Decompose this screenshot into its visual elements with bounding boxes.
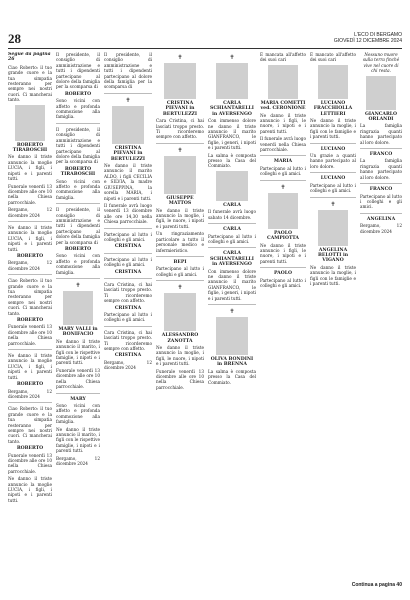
page-number: 28 xyxy=(8,31,21,46)
portrait-photo xyxy=(318,65,348,99)
text: Bergamo, 12 dicembre 2024 xyxy=(8,207,52,218)
deceased-name: PAOLO CAMPIOTTA xyxy=(267,230,299,242)
deceased-name: CRISTINA xyxy=(114,305,142,311)
text: Il presidente, il consiglio di amministrazione e tutti i dipendenti partecipano al dolore della famiglia per la scomparsa di xyxy=(56,207,100,245)
text: Con immenso dolore ne danno il triste annuncio il marito GIANFRANCO, le figlie, i generi, i nipoti e i parenti tutti. xyxy=(208,268,256,301)
text: Ne danno il triste annuncio il marito, i figli con le rispettive famiglie, i nipoti e i parenti tutti. xyxy=(56,426,100,454)
text: Partecipano al lutto i colleghi e gli amici. xyxy=(260,165,306,177)
header-rule xyxy=(8,48,402,49)
deceased-name: CARLA xyxy=(223,227,241,233)
text: Il presidente, il consiglio di amministrazione e tutti i dipendenti partecipano al dolore della famiglia per la scomparsa di xyxy=(56,126,100,165)
text: La salma è composta presso la Casa del Commiato. xyxy=(208,152,256,169)
text: La famiglia ringrazia quanti hanno partecipato al loro dolore. xyxy=(360,123,402,145)
text: Funerale venerdì 13 dicembre alle ore 10 nella Chiesa parrocchiale. xyxy=(8,452,52,474)
deceased-name: PAOLO xyxy=(274,271,292,277)
text: Ciao Roberto: il tuo grande cuore e la tua simpatia resteranno per sempre nei nostri cuori. Ci mancherai tanto. xyxy=(8,278,52,316)
text: Partecipano al lutto i colleghi e gli amici. xyxy=(360,193,402,210)
deceased-name: FRANCO xyxy=(369,152,393,158)
text: Funerale venerdì 13 dicembre alle ore 10 nella Chiesa parrocchiale. xyxy=(8,183,52,205)
deceased-name: ROBERTO TIRABOSCHI xyxy=(60,166,96,178)
deceased-name: CRISTINA xyxy=(114,269,142,275)
text: Il presidente, il consiglio di amministrazione e tutti i dipendenti partecipano al dolore della famiglia per la scomparsa di xyxy=(56,52,100,90)
portrait-photo xyxy=(63,291,93,325)
deceased-name: ALESSANDRO ZANOTTA xyxy=(161,333,199,344)
deceased-name: ANGELINA BELOTTI in VIGANO xyxy=(317,247,349,264)
deceased-name: ANGELINA xyxy=(366,216,396,222)
deceased-name: CARLA SCHIANTARELLI in AVERSENGO xyxy=(210,101,254,117)
deceased-name: LUCIANO xyxy=(320,176,346,182)
text: Cara Cristina, ci hai lasciati troppo presto. Ti ricorderemo sempre con affetto. xyxy=(156,118,204,140)
portrait-photo xyxy=(164,63,196,99)
text: Cara Cristina, ci hai lasciati troppo presto. Ti ricorderemo sempre con affetto. xyxy=(104,281,152,304)
text: Funerale venerdì 13 dicembre alle ore 10 nella Chiesa parrocchiale. xyxy=(156,368,204,390)
text: Il funerale avrà luogo venerdì nella Chiesa parrocchiale. xyxy=(260,136,306,153)
cross-icon: ✝ xyxy=(229,54,235,61)
deceased-name: CRISTINA xyxy=(114,244,142,250)
deceased-name: CRISTINA PIEVANI in BERTULEZZI xyxy=(162,101,198,117)
portrait-photo xyxy=(164,293,196,331)
text: Ne danno il triste annuncio i figli, le nuore, i nipoti e i parenti tutti. xyxy=(260,242,306,264)
deceased-name: GIUSEPPE MATTOS xyxy=(166,195,194,207)
deceased-name: GIANCARLO ORLANDI xyxy=(364,111,398,123)
column-8 xyxy=(360,52,402,572)
portrait-photo xyxy=(164,156,196,194)
text: È mancato all'affetto dei suoi cari xyxy=(310,52,356,63)
cross-icon: ✝ xyxy=(330,200,336,208)
cross-icon: ✝ xyxy=(75,282,81,290)
text: Bergamo, 12 dicembre 2024 xyxy=(360,223,402,234)
text: Ne danno il triste annuncio il marito ALDO, i figli CECILIA e SILVIA, la madre GIUSEPPINA, la sorella MARIA, i nipoti e i parenti tutti. xyxy=(104,163,152,201)
text: Ne danno il triste annuncio la moglie, i figli, le nuore, i nipoti e i parenti tutti. xyxy=(156,344,204,367)
text: La salma è composta presso la Casa del Commiato. xyxy=(208,368,256,385)
portrait-photo xyxy=(112,106,144,144)
portrait-photo xyxy=(216,171,248,201)
text: Partecipano al lutto i colleghi e gli amici. xyxy=(104,256,152,268)
text: Il funerale avrà luogo sabato 14 dicembre. xyxy=(208,209,256,220)
deceased-name: ROBERTO xyxy=(64,247,92,252)
portrait-photo xyxy=(268,193,298,229)
deceased-name: CRISTINA PIEVANI in BERTULEZZI xyxy=(110,145,146,162)
issue-date: GIOVEDÌ 12 DICEMBRE 2024 xyxy=(333,38,402,44)
text: Ne danno il triste annuncio la moglie, i figli, le nuore, i nipoti e i parenti tutti. xyxy=(156,207,204,229)
deceased-name: OLIVA BONDINI in BRENNA xyxy=(210,356,254,368)
portrait-photo xyxy=(268,65,298,99)
column-7 xyxy=(310,52,356,572)
text: Cara Cristina, ci hai lasciati troppo presto. Ti ricorderemo sempre con affetto. xyxy=(104,329,152,352)
text: Ne danno il triste annuncio la moglie, i figli con le famiglie e i parenti tutti. xyxy=(310,118,356,140)
cross-icon: ✝ xyxy=(177,54,183,61)
portrait-photo xyxy=(15,105,45,141)
text: Partecipano al lutto i colleghi e gli amici. xyxy=(156,266,204,277)
deceased-name: ROBERTO TIRABOSCHI xyxy=(12,142,48,154)
text: Ne danno il triste annuncio la moglie LUCIA, i figli, i nipoti e i parenti tutti. xyxy=(8,224,52,252)
deceased-name: CARLA xyxy=(223,202,241,208)
deceased-name: MARIA xyxy=(273,159,293,165)
text: Sono vicini con affetto e profonda commozione alla famiglia. xyxy=(56,178,100,200)
deceased-name: BEPI xyxy=(173,259,187,265)
portrait-photo xyxy=(216,317,248,355)
header-masthead xyxy=(334,32,402,44)
text: Sono vicini con affetto e profonda commozione alla famiglia. xyxy=(56,98,100,120)
page-header xyxy=(8,32,402,48)
text: Sono vicini con affetto e profonda commozione alla famiglia. xyxy=(56,402,100,425)
column-4 xyxy=(156,52,204,572)
newspaper-name: L'ECO DI BERGAMO xyxy=(354,32,402,38)
text: Ciao Roberto: il tuo grande cuore e la tua simpatia resteranno per sempre nei nostri cuori. Ci mancherai tanto. xyxy=(8,64,52,103)
text: Partecipano al lutto i colleghi e gli amici. xyxy=(208,233,256,244)
deceased-name: ROBERTO xyxy=(16,446,44,452)
text: Un ringraziamento particolare a tutto il personale medico e infermieristico. xyxy=(156,231,204,253)
deceased-name: MARY VALLI in BONIFACIO xyxy=(58,327,98,338)
text: Ciao Roberto: il tuo grande cuore e la tua simpatia resteranno per sempre nei nostri cuori. Ci mancherai tanto. xyxy=(8,406,52,444)
text: Partecipano al lutto i colleghi e gli amici. xyxy=(260,277,306,288)
cross-icon: ✝ xyxy=(280,183,286,191)
portrait-photo xyxy=(366,76,396,110)
text: Funerale venerdì 13 dicembre alle ore 10 nella Chiesa parrocchiale. xyxy=(56,367,100,390)
cross-icon: ✝ xyxy=(125,96,131,104)
deceased-name: LUCIANO xyxy=(320,146,346,152)
text: Il funerale avrà luogo venerdì 13 dicembre alle ore 14,30 nella Chiesa parrocchiale. xyxy=(104,202,152,225)
cross-icon: ✝ xyxy=(177,146,183,154)
text: Partecipano al lutto i colleghi e gli amici. xyxy=(104,231,152,242)
text: Con immenso dolore ne danno il triste annuncio il marito GIANFRANCO, le figlie, i generi, i nipoti e i parenti tutti. xyxy=(208,118,256,151)
text: Ne danno il triste annuncio la moglie, i figli con le famiglie e i parenti tutti. xyxy=(310,264,356,286)
deceased-name: MARY xyxy=(70,396,86,402)
text: Funerale venerdì 13 dicembre alle ore 10 nella Chiesa parrocchiale. xyxy=(8,324,52,346)
continued-from: Segue da pagina 26 xyxy=(8,52,51,63)
cross-icon: ✝ xyxy=(229,307,235,315)
text: Ne danno il triste annuncio la moglie LUCIA, i figli, i nipoti e i parenti tutti. xyxy=(8,353,52,380)
deceased-name: ROBERTO xyxy=(16,318,44,324)
deceased-name: MARIA COMETTI ved. CERONIONE xyxy=(260,100,306,112)
text: Partecipano al lutto i colleghi e gli amici. xyxy=(310,182,356,194)
deceased-name: LUCIANO FRACCHIOLLA LETTIERI xyxy=(313,100,353,117)
text: Ne danno il triste annuncio la moglie LUCIA, i figli, i nipoti e i parenti tutti. xyxy=(8,476,52,503)
column-6 xyxy=(260,52,306,572)
deceased-name: ROBERTO xyxy=(16,382,44,388)
text: Ne danno il triste annuncio il marito, i figli con le rispettive famiglie, i nipoti e i parenti tutti. xyxy=(56,338,100,366)
text: Il presidente, il consiglio di amministrazione e tutti i dipendenti partecipano al dolore della famiglia per la scomparsa di xyxy=(104,52,152,90)
deceased-name: CRISTINA xyxy=(114,353,142,359)
text: Bergamo, 12 dicembre 2024 xyxy=(56,455,100,466)
column-3 xyxy=(104,52,152,572)
text: Nessuno muore sulla terra finché vive nel cuore di chi resta. xyxy=(362,52,400,74)
portrait-photo xyxy=(216,63,248,99)
text: È mancata all'affetto dei suoi cari xyxy=(260,52,306,63)
text: Bergamo, 12 dicembre 2024 xyxy=(8,388,52,399)
text: Partecipano al lutto i colleghi e gli amici. xyxy=(104,312,152,323)
deceased-name: ROBERTO xyxy=(64,91,92,97)
text: Bergamo, 12 dicembre 2024 xyxy=(8,260,52,271)
column-5 xyxy=(208,52,256,572)
deceased-name: CARLA SCHIANTARELLI in AVERSENGO xyxy=(210,251,254,268)
deceased-name: ROBERTO xyxy=(16,253,44,259)
column-1 xyxy=(8,52,52,572)
cross-icon: ✝ xyxy=(177,284,183,292)
text: Un grazie a quanti hanno partecipato al loro dolore. xyxy=(310,153,356,169)
continued-on: Continua a pagina 40 xyxy=(351,582,402,588)
deceased-name: FRANCO xyxy=(369,187,393,193)
portrait-photo xyxy=(318,210,348,246)
text: Ne danno il triste annuncio la moglie LUCIA, i figli, i nipoti e i parenti tutti. xyxy=(8,154,52,182)
text: Bergamo, 12 dicembre 2024 xyxy=(104,359,152,371)
text: Sono vicini con affetto e profonda commozione alla famiglia. xyxy=(56,253,100,275)
text: La famiglia ringrazia quanti hanno partecipato al loro dolore. xyxy=(360,158,402,180)
column-2 xyxy=(56,52,100,572)
text: Ne danno il triste annuncio i figli, le nuore, i nipoti e i parenti tutti. xyxy=(260,112,306,134)
